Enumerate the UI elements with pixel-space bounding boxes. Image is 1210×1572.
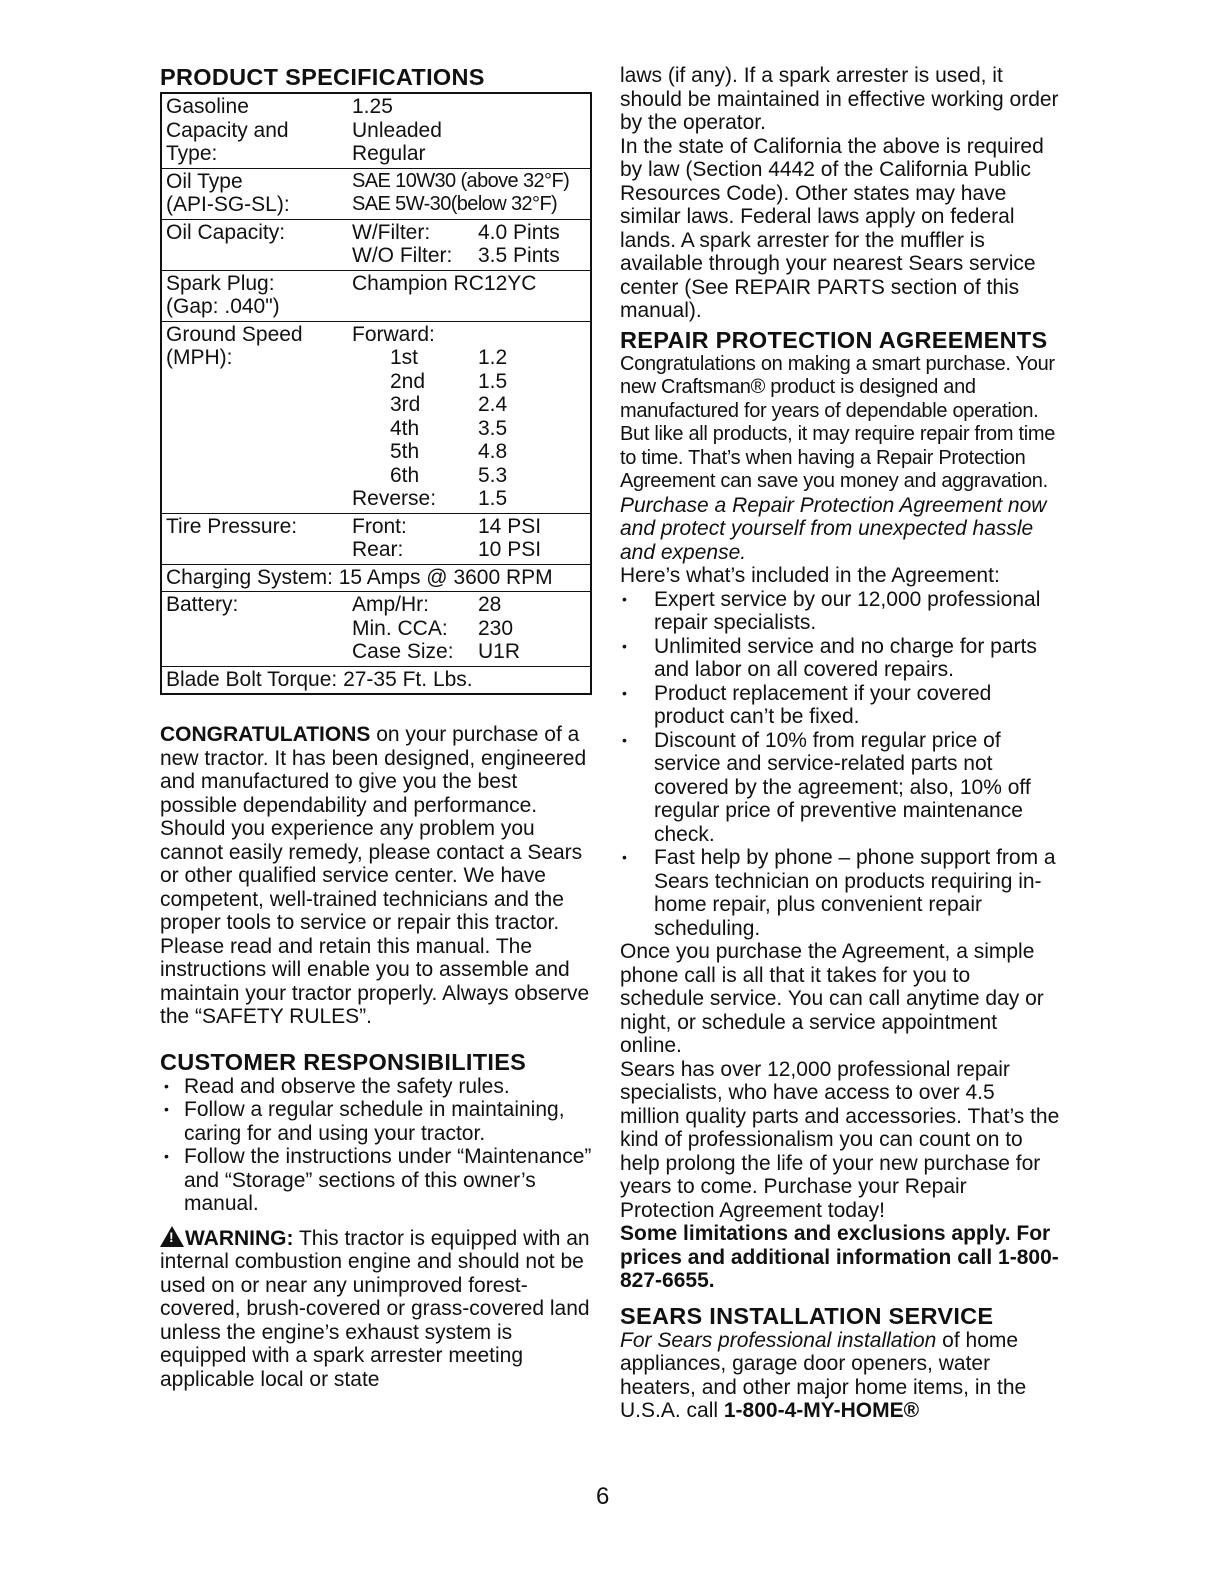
california-paragraph: In the state of California the above is required by law (Section 4442 of the California Public Resources Code). Other states may have similar laws. Federal laws apply on federal lands. A spark arrester for the muffler is available through your nearest Sears service center (See REPAIR PARTS section of this manual).	[620, 134, 1044, 322]
gear-speed: 1.5	[478, 369, 508, 393]
gear-label: 5th	[390, 440, 420, 463]
spec-key: Front:	[352, 514, 407, 538]
spec-row-ground-speed	[162, 322, 590, 514]
spec-value: 1.25	[352, 95, 393, 118]
installation-phone: 1-800-4-MY-HOME®	[723, 1399, 920, 1422]
gear-label: 1st	[390, 346, 419, 369]
warning-label: WARNING:	[185, 1226, 294, 1250]
spec-label: Type:	[166, 142, 218, 165]
repair-protection-title: REPAIR PROTECTION AGREEMENTS	[620, 326, 1048, 353]
warning-paragraph	[160, 1226, 592, 1392]
spec-value: Unleaded	[352, 118, 442, 142]
spec-label: Tire Pressure:	[166, 514, 298, 538]
list-item: • Follow the instructions under “Maintenance” and “Storage” sections of this owner’s manual.	[160, 1145, 592, 1216]
spec-key: W/Filter:	[352, 220, 431, 244]
gear-label: 2nd	[390, 369, 426, 393]
rpa-list	[620, 588, 1060, 941]
spec-row-charging	[162, 565, 590, 593]
spec-table	[160, 92, 592, 695]
gear-label: Reverse:	[352, 487, 437, 510]
spec-row-gasoline	[162, 94, 590, 169]
specs-title: PRODUCT SPECIFICATIONS	[160, 64, 485, 90]
spec-value: SAE 10W30 (above 32°F)	[352, 169, 570, 192]
responsibilities-list	[160, 1075, 592, 1216]
rpa-italic: Purchase a Repair Protection Agreement now and protect yourself from unexpected hassle and expense.	[620, 493, 1047, 564]
spec-value: 14 PSI	[478, 514, 542, 538]
spec-value: SAE 5W-30(below 32°F)	[352, 193, 558, 215]
spec-label: Oil Type	[166, 169, 243, 193]
spec-row-blade	[162, 667, 590, 694]
page-number: 6	[596, 1483, 610, 1510]
responsibilities-title: CUSTOMER RESPONSIBILITIES	[160, 1048, 527, 1075]
gear-speed: 2.4	[478, 393, 508, 416]
gear-speed: 4.8	[478, 440, 508, 463]
gear-label: 4th	[390, 416, 420, 440]
spec-value: 10 PSI	[478, 538, 542, 561]
list-item: • Follow a regular schedule in maintaining, caring for and using your tractor.	[160, 1098, 592, 1145]
spec-label: Spark Plug:	[166, 271, 275, 295]
congrats-p2: Should you experience any problem you cannot easily remedy, please contact a Sears or other qualified service center. We have competent, well-trained technicians and the proper tools to service or repair this tractor.	[160, 817, 583, 934]
list-item: • Fast help by phone – phone support from a Sears technician on products requiring in-home repair, plus convenient repair scheduling.	[620, 846, 1060, 940]
congrats-text: on your purchase of a new tractor. It has been designed, engineered and manufactured to give you the best possible dependability and performance.	[160, 723, 587, 817]
spec-row-oil-capacity	[162, 220, 590, 271]
spec-row-tire-pressure	[162, 514, 590, 565]
installation-service-title: SEARS INSTALLATION SERVICE	[620, 1302, 994, 1329]
spec-value: Regular	[352, 142, 426, 165]
spec-label: Gasoline	[166, 95, 249, 118]
spec-value: 3.5 Pints	[478, 244, 560, 267]
spec-label: (API-SG-SL):	[166, 193, 290, 216]
spec-value: 230	[478, 616, 514, 640]
gear-speed: 3.5	[478, 416, 508, 440]
spec-label: Oil Capacity:	[166, 220, 286, 244]
rpa-paragraph-2: Once you purchase the Agreement, a simple phone call is all that it takes for you to schedule service. You can call anytime day or night, or schedule a service appointment online.	[620, 940, 1044, 1057]
gear-label: 6th	[390, 463, 420, 487]
warning-text: This tractor is equipped with an internal combustion engine and should not be used on or near any unimproved forest-covered, brush-covered or grass-covered land unless the engine’s exhaust system is equipped with a spark arrester meeting applicable local or state	[160, 1226, 590, 1391]
spec-row-battery	[162, 592, 590, 667]
spec-value: U1R	[478, 640, 521, 663]
gear-speed: 1.2	[478, 346, 508, 369]
rpa-intro: Here’s what’s included in the Agreement:	[620, 564, 1000, 587]
spec-key: Min. CCA:	[352, 616, 448, 640]
installation-text: of home appliances, garage door openers, water heaters, and other major home items, in the U.S.A. call	[620, 1328, 1027, 1422]
installation-italic: For Sears professional installation	[620, 1328, 937, 1352]
list-item: • Discount of 10% from regular price of service and service-related parts not covered by the agreement; also, 10% off regular price of preventive maintenance check.	[620, 729, 1060, 847]
gear-speed: 5.3	[478, 463, 508, 487]
congrats-lead: CONGRATULATIONS	[160, 723, 371, 746]
spec-label: (MPH):	[166, 346, 233, 369]
spec-value: Blade Bolt Torque: 27-35 Ft. Lbs.	[166, 667, 473, 691]
spec-value: Champion RC12YC	[352, 271, 537, 295]
congrats-p1	[160, 723, 592, 817]
spec-label: Ground Speed	[166, 322, 303, 346]
list-item: • Read and observe the safety rules.	[160, 1075, 592, 1099]
spec-value: Charging System: 15 Amps @ 3600 RPM	[166, 565, 553, 589]
list-item: • Unlimited service and no charge for parts and labor on all covered repairs.	[620, 635, 1060, 682]
spec-value: 28	[478, 593, 502, 616]
warning-triangle-icon	[160, 1226, 184, 1247]
spec-label: Battery:	[166, 593, 239, 616]
spec-label: Capacity and	[166, 118, 289, 142]
spec-key: Rear:	[352, 538, 404, 561]
list-item: • Product replacement if your covered product can’t be fixed.	[620, 682, 1060, 729]
spec-row-spark-plug	[162, 271, 590, 322]
right-column	[620, 64, 1060, 1423]
left-column	[160, 64, 592, 1391]
spec-key: Amp/Hr:	[352, 593, 430, 616]
spec-label: (Gap: .040")	[166, 295, 280, 318]
spec-key: W/O Filter:	[352, 244, 453, 267]
rpa-paragraph-1: Congratulations on making a smart purchase. Your new Craftsman® product is designed and manufactured for years of dependable operation. But like all products, it may require repair from time to time. That’s when having a Repair Protection Agreement can save you money and aggravation.	[620, 352, 1056, 492]
rpa-limitations: Some limitations and exclusions apply. For prices and additional information call 1-800-827-6655.	[620, 1222, 1059, 1292]
spec-key: Forward:	[352, 322, 435, 346]
spark-arrester-continued: laws (if any). If a spark arrester is used, it should be maintained in effective working order by the operator.	[620, 64, 1059, 134]
gear-label: 3rd	[390, 393, 421, 416]
gear-speed: 1.5	[478, 487, 508, 510]
spec-key: Case Size:	[352, 640, 454, 663]
installation-paragraph	[620, 1329, 1060, 1423]
list-item: • Expert service by our 12,000 professional repair specialists.	[620, 588, 1060, 635]
congrats-p3: Please read and retain this manual. The instructions will enable you to assemble and maintain your tractor properly. Always observe the “SAFETY RULES”.	[160, 934, 590, 1028]
spec-value: 4.0 Pints	[478, 220, 560, 244]
rpa-paragraph-3: Sears has over 12,000 professional repair specialists, who have access to over 4.5 million quality parts and accessories. That’s the kind of professionalism you can count on to help prolong the life of your new purchase for years to come. Purchase your Repair Protection Agreement today!	[620, 1057, 1060, 1222]
spec-row-oil-type	[162, 169, 590, 220]
